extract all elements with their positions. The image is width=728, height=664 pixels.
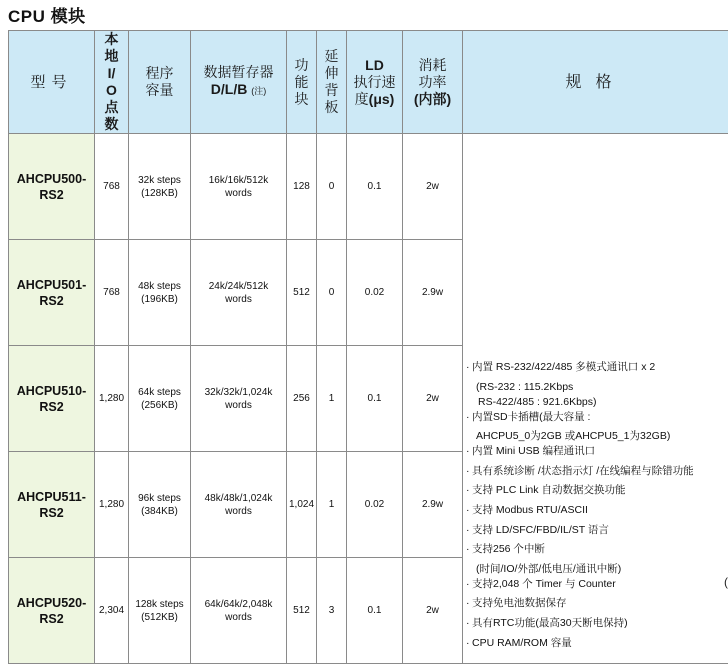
- program-capacity-cell: 48k steps (196KB): [129, 240, 191, 346]
- bullet-icon: ·: [466, 596, 472, 611]
- function-block-cell: 256: [287, 346, 317, 452]
- spec-line: (时间/IO/外部/低电压/通讯中断): [466, 562, 728, 577]
- spec-line: (RS-232 : 115.2Kbps: [466, 380, 728, 395]
- bullet-icon: ·: [466, 360, 472, 375]
- model-cell: AHCPU510- RS2: [9, 346, 95, 452]
- program-capacity-cell: 96k steps (384KB): [129, 452, 191, 558]
- local-io-cell: 2,304: [95, 558, 129, 664]
- model-cell: AHCPU500- RS2: [9, 134, 95, 240]
- program-capacity-cell: 64k steps (256KB): [129, 346, 191, 452]
- header-data-register: 数据暂存器 D/L/B (注): [191, 31, 287, 134]
- power-cell: 2w: [403, 346, 463, 452]
- power-cell: 2.9w: [403, 240, 463, 346]
- local-io-cell: 1,280: [95, 346, 129, 452]
- header-program-capacity: 程序容量: [129, 31, 191, 134]
- spec-line: · 内置 Mini USB 编程通讯口: [466, 444, 728, 459]
- spec-line: AHCPU5_0为2GB 或AHCPU5_1为32GB): [466, 429, 728, 444]
- bullet-icon: ·: [466, 444, 472, 459]
- extension-backplane-cell: 3: [317, 558, 347, 664]
- header-function-block: 功能块: [287, 31, 317, 134]
- bullet-icon: ·: [466, 636, 472, 651]
- spec-line: · 支持256 个中断: [466, 542, 728, 557]
- spec-line: · 支持 LD/SFC/FBD/IL/ST 语言: [466, 523, 728, 538]
- bullet-icon: ·: [466, 410, 472, 425]
- program-capacity-cell: 32k steps (128KB): [129, 134, 191, 240]
- header-power-consumption: 消耗 功率 (内部): [403, 31, 463, 134]
- ld-speed-cell: 0.1: [347, 558, 403, 664]
- specification-cell: [463, 134, 728, 664]
- bullet-icon: ·: [466, 523, 472, 538]
- data-register-cell: 64k/64k/2,048k words: [191, 558, 287, 664]
- data-register-cell: 32k/32k/1,024k words: [191, 346, 287, 452]
- model-cell: AHCPU511- RS2: [9, 452, 95, 558]
- extension-backplane-cell: 1: [317, 346, 347, 452]
- page-title: CPU 模块: [8, 2, 86, 27]
- spec-line: · 具有系统诊断 /状态指示灯 /在线编程与除错功能: [466, 464, 728, 479]
- extension-backplane-cell: 0: [317, 240, 347, 346]
- local-io-cell: 1,280: [95, 452, 129, 558]
- bullet-icon: ·: [466, 483, 472, 498]
- data-register-cell: 24k/24k/512k words: [191, 240, 287, 346]
- power-cell: 2.9w: [403, 452, 463, 558]
- spec-line: · 支持 Modbus RTU/ASCII: [466, 503, 728, 518]
- ld-speed-cell: 0.02: [347, 240, 403, 346]
- ld-speed-cell: 0.02: [347, 452, 403, 558]
- local-io-cell: 768: [95, 134, 129, 240]
- bullet-icon: ·: [466, 616, 472, 631]
- header-row: [9, 31, 728, 134]
- function-block-cell: 1,024: [287, 452, 317, 558]
- header-specification: 规格: [463, 31, 728, 134]
- header-model: 型号: [9, 31, 95, 134]
- header-ld-speed: LD 执行速 度(μs): [347, 31, 403, 134]
- local-io-cell: 768: [95, 240, 129, 346]
- spec-line: · 支持 PLC Link 自动数据交换功能: [466, 483, 728, 498]
- model-cell: AHCPU520- RS2: [9, 558, 95, 664]
- bullet-icon: ·: [466, 464, 472, 479]
- function-block-cell: 128: [287, 134, 317, 240]
- power-cell: 2w: [403, 134, 463, 240]
- spec-line: RS-422/485 : 921.6Kbps): [466, 395, 728, 410]
- bullet-icon: ·: [466, 503, 472, 518]
- program-capacity-cell: 128k steps (512KB): [129, 558, 191, 664]
- spec-line: · 具有RTC功能(最高30天断电保持): [466, 616, 728, 631]
- power-cell: 2w: [403, 558, 463, 664]
- spec-line: · 内置 RS-232/422/485 多模式通讯口 x 2: [466, 360, 728, 375]
- function-block-cell: 512: [287, 558, 317, 664]
- ld-speed-cell: 0.1: [347, 134, 403, 240]
- extension-backplane-cell: 0: [317, 134, 347, 240]
- bullet-icon: ·: [466, 542, 472, 557]
- header-local-io: 本地I/O点数: [95, 31, 129, 134]
- spec-line: · 支持2,048 个 Timer 与 Counter: [466, 577, 728, 592]
- spec-line: · 支持免电池数据保存: [466, 596, 728, 611]
- header-extension-backplane: 延伸背板: [317, 31, 347, 134]
- data-register-cell: 16k/16k/512k words: [191, 134, 287, 240]
- cpu-spec-table: [8, 30, 728, 664]
- extension-backplane-cell: 1: [317, 452, 347, 558]
- data-register-cell: 48k/48k/1,024k words: [191, 452, 287, 558]
- spec-line: · CPU RAM/ROM 容量: [466, 636, 728, 651]
- model-cell: AHCPU501- RS2: [9, 240, 95, 346]
- edge-mark: (: [724, 575, 728, 589]
- table-row: [9, 134, 728, 240]
- spec-line: · 内置SD卡插槽(最大容量 :: [466, 410, 728, 425]
- function-block-cell: 512: [287, 240, 317, 346]
- bullet-icon: ·: [466, 577, 472, 592]
- ld-speed-cell: 0.1: [347, 346, 403, 452]
